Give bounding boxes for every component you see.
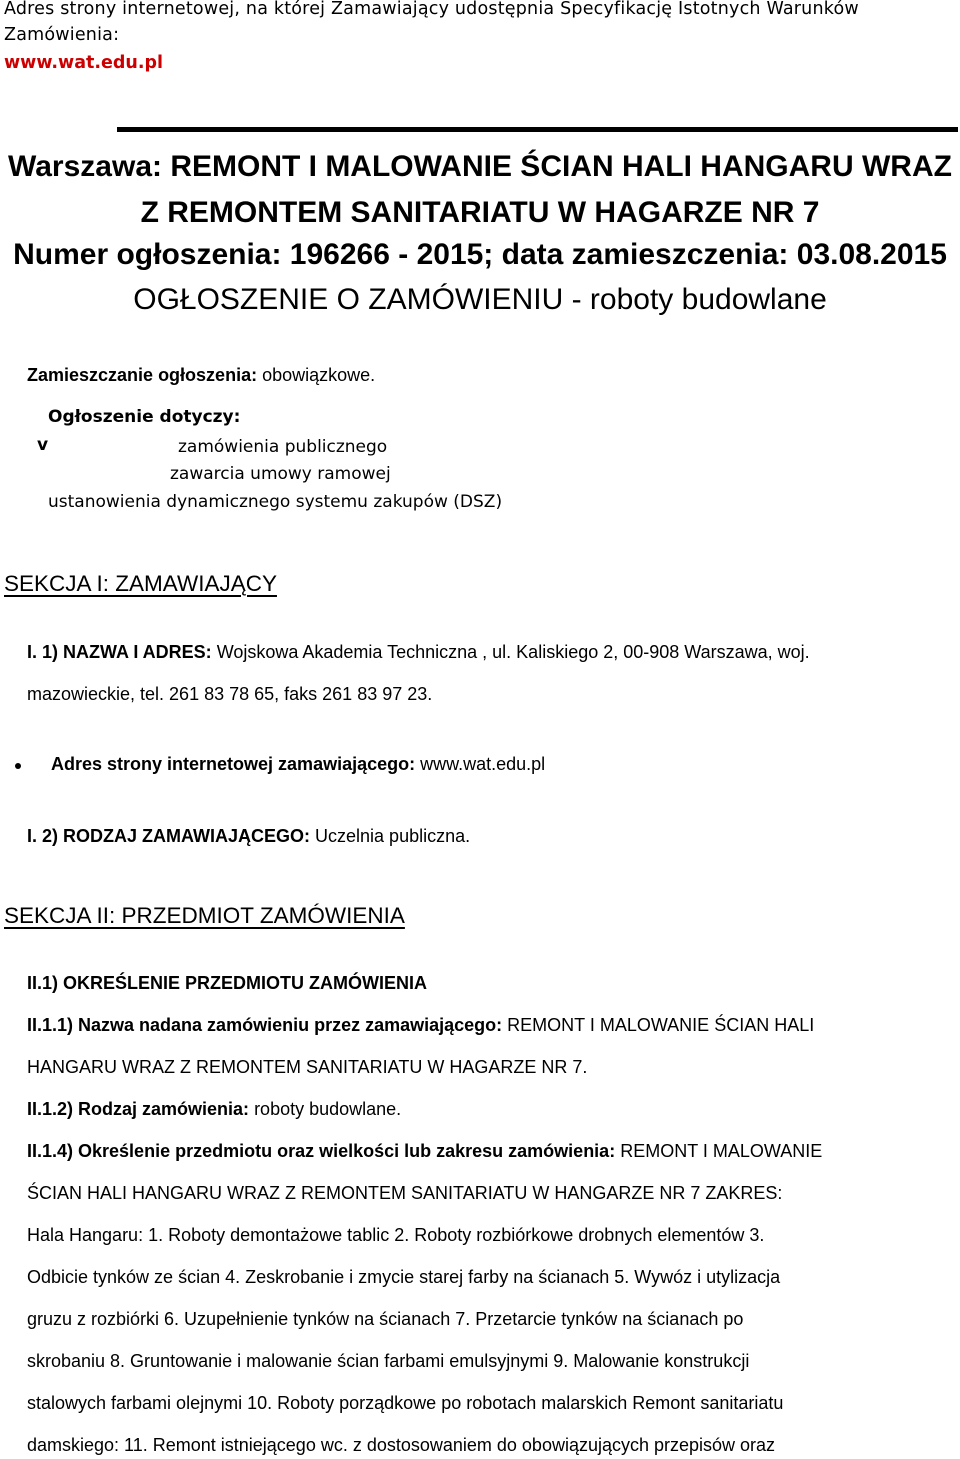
- concerns-label: Ogłoszenie dotyczy:: [48, 407, 241, 427]
- title-line-1: Warszawa: REMONT I MALOWANIE ŚCIAN HALI HANGARU WRAZ: [8, 150, 952, 183]
- title-line-4: OGŁOSZENIE O ZAMÓWIENIU - roboty budowlane: [133, 283, 827, 316]
- section-1-name-value: Wojskowa Akademia Techniczna , ul. Kaliskiego 2, 00-908 Warszawa, woj.: [216, 642, 810, 662]
- bullet-icon: [15, 763, 21, 769]
- section-2-kind-label: II.1.2) Rodzaj zamówienia:: [27, 1099, 250, 1119]
- header-line-1: Adres strony internetowej, na której Zamawiający udostępnia Specyfikację Istotnych Warunków: [4, 0, 859, 19]
- section-1-type-row: [27, 826, 470, 847]
- section-1-website-label: Adres strony internetowej zamawiającego:: [51, 754, 416, 774]
- section-2-scope-line: gruzu z rozbiórki 6. Uzupełnienie tynków na ścianach 7. Przetarcie tynków na ścianach po: [27, 1309, 744, 1329]
- header-url-link[interactable]: www.wat.edu.pl: [4, 53, 164, 73]
- section-1-type-value: Uczelnia publiczna.: [315, 826, 471, 846]
- section-1-name-value-cont: mazowieckie, tel. 261 83 78 65, faks 261 83 97 23.: [27, 684, 433, 704]
- section-1-heading: SEKCJA I: ZAMAWIAJĄCY: [4, 571, 277, 596]
- section-2-kind-value: roboty budowlane.: [254, 1099, 402, 1119]
- section-1-name-row: [27, 642, 810, 663]
- section-1-website-row: [51, 754, 545, 775]
- title-line-3: Numer ogłoszenia: 196266 - 2015; data zamieszczenia: 03.08.2015: [13, 238, 947, 271]
- header-line-2: Zamówienia:: [4, 25, 120, 45]
- section-2-name-value-cont: HANGARU WRAZ Z REMONTEM SANITARIATU W HAGARZE NR 7.: [27, 1057, 588, 1077]
- section-2-scope-line: skrobaniu 8. Gruntowanie i malowanie ścian farbami emulsyjnymi 9. Malowanie konstrukcji: [27, 1351, 750, 1371]
- concerns-option-2: zawarcia umowy ramowej: [170, 464, 391, 484]
- horizontal-divider: [117, 127, 958, 132]
- section-2-scope-line: damskiego: 11. Remont istniejącego wc. z dostosowaniem do obowiązujących przepisów oraz: [27, 1435, 776, 1455]
- concerns-check-mark: v: [37, 435, 49, 455]
- section-2-kind-row: [27, 1099, 401, 1120]
- section-2-name-row: [27, 1015, 814, 1036]
- section-2-scope-line: Hala Hangaru: 1. Roboty demontażowe tablic 2. Roboty rozbiórkowe drobnych elementów 3.: [27, 1225, 765, 1245]
- section-2-heading: SEKCJA II: PRZEDMIOT ZAMÓWIENIA: [4, 903, 405, 928]
- section-1-website-link[interactable]: www.wat.edu.pl: [420, 754, 546, 774]
- section-1-type-label: I. 2) RODZAJ ZAMAWIAJĄCEGO:: [27, 826, 311, 846]
- section-2-scope-line: ŚCIAN HALI HANGARU WRAZ Z REMONTEM SANITARIATU W HANGARZE NR 7 ZAKRES:: [27, 1183, 783, 1203]
- concerns-option-3: ustanowienia dynamicznego systemu zakupów (DSZ): [48, 492, 503, 512]
- section-2-scope-value: REMONT I MALOWANIE: [620, 1141, 823, 1161]
- posting-label: Zamieszczanie ogłoszenia:: [27, 365, 258, 385]
- section-2-sub-heading: II.1) OKREŚLENIE PRZEDMIOTU ZAMÓWIENIA: [27, 973, 428, 993]
- section-2-scope-line: Odbicie tynków ze ścian 4. Zeskrobanie i zmycie starej farby na ścianach 5. Wywóz i utylizacja: [27, 1267, 781, 1287]
- section-2-scope-row: [27, 1141, 822, 1162]
- section-2-scope-line: stalowych farbami olejnymi 10. Roboty porządkowe po robotach malarskich Remont sanitariatu: [27, 1393, 784, 1413]
- title-line-2: Z REMONTEM SANITARIATU W HAGARZE NR 7: [140, 196, 820, 229]
- concerns-option-1: zamówienia publicznego: [178, 437, 388, 457]
- section-2-scope-label: II.1.4) Określenie przedmiotu oraz wielkości lub zakresu zamówienia:: [27, 1141, 616, 1161]
- section-2-name-value: REMONT I MALOWANIE ŚCIAN HALI: [507, 1015, 815, 1035]
- section-1-name-label: I. 1) NAZWA I ADRES:: [27, 642, 212, 662]
- posting-value: obowiązkowe.: [262, 365, 376, 385]
- posting-row: [27, 365, 375, 386]
- section-2-name-label: II.1.1) Nazwa nadana zamówieniu przez zamawiającego:: [27, 1015, 503, 1035]
